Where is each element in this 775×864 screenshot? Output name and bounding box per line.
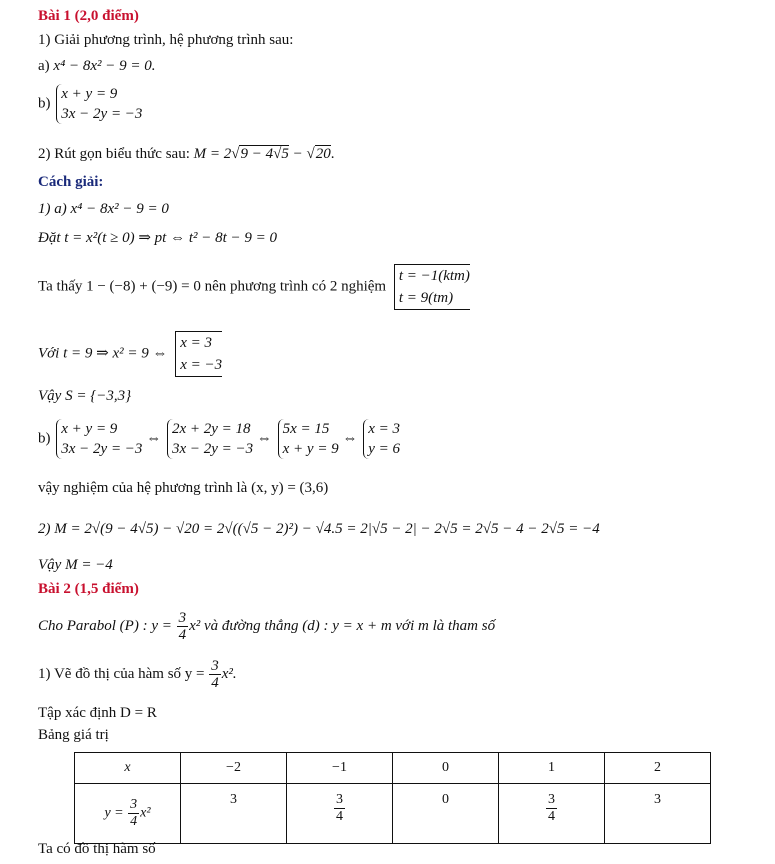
row2-head-num: 3 xyxy=(130,796,138,812)
table-cell: 2 xyxy=(605,753,711,784)
cho-num: 3 xyxy=(178,610,187,626)
b-s3-row2: x + y = 9 xyxy=(282,441,339,457)
bai2-cho xyxy=(38,610,495,643)
table-row xyxy=(75,784,711,844)
bai2-title: Bài 2 (1,5 điểm) xyxy=(38,581,139,597)
solution-2: 2) M = 2√(9 − 4√5) − √20 = 2√((√5 − 2)²) − √4.5 = 2|√5 − 2| − 2√5 = 2√5 − 4 − 2√5 = −4 xyxy=(38,521,600,537)
table-cell: −1 xyxy=(287,753,393,784)
q1b-label: b) xyxy=(38,95,51,112)
equiv-sign: ⇔ xyxy=(342,430,358,447)
tathay-row2: t = 9(tm) xyxy=(398,290,454,306)
ve-post: x². xyxy=(221,665,237,682)
equiv-sign: ⇔ xyxy=(146,430,162,447)
solution-heading: Cách giải: xyxy=(38,174,104,190)
cho-post: x² và đường thẳng (d) : y = x + m với m là tham số xyxy=(189,617,496,634)
table-cell: 1 xyxy=(499,753,605,784)
bai2-tacodo: Ta có đồ thị hàm số xyxy=(38,841,156,857)
table-cell: −2 xyxy=(181,753,287,784)
table-cell-header xyxy=(75,784,181,844)
row2-head-post: x² xyxy=(140,805,151,821)
voi-text: Với t = 9 ⇒ x² = 9 ⇔ xyxy=(38,345,168,362)
cho-den: 4 xyxy=(178,627,187,643)
table-cell xyxy=(287,784,393,844)
bai1-q1a xyxy=(38,56,156,76)
b-s2-row1: 2x + 2y = 18 xyxy=(171,421,251,437)
ve-num: 3 xyxy=(211,658,219,674)
q1b-row2: 3x − 2y = −3 xyxy=(61,106,143,122)
table-cell-header: x xyxy=(75,753,181,784)
q2-eq-mid: − √ xyxy=(288,146,315,162)
bai1-title: Bài 1 (2,0 điểm) xyxy=(38,8,139,24)
table-cell: 3 xyxy=(181,784,287,844)
bai1-q1: 1) Giải phương trình, hệ phương trình sau: xyxy=(38,32,294,48)
cho-fraction xyxy=(177,610,189,643)
b-s4-row2: y = 6 xyxy=(368,441,400,457)
bai2-txd: Tập xác định D = R xyxy=(38,705,157,721)
b-s4-row1: x = 3 xyxy=(368,421,400,437)
row2-head-pre: y = xyxy=(104,805,124,821)
bai1-q1b xyxy=(38,84,142,124)
solution-vay-s: Vậy S = {−3,3} xyxy=(38,388,132,404)
voi-bracket xyxy=(175,331,222,377)
cell-den: 4 xyxy=(548,809,555,824)
value-table xyxy=(74,752,711,844)
watermark: ​ xyxy=(410,122,429,149)
bai2-bgt: Bảng giá trị xyxy=(38,727,109,743)
q2-text: 2) Rút gọn biểu thức sau: xyxy=(38,146,190,162)
b-label: b) xyxy=(38,430,51,447)
tathay-row1: t = −1(ktm) xyxy=(398,268,470,284)
b-s1-row2: 3x − 2y = −3 xyxy=(61,441,143,457)
q1a-label: a) xyxy=(38,58,50,74)
bai1-q2 xyxy=(38,144,334,164)
cell-fraction xyxy=(546,792,557,825)
equiv-sign: ⇔ xyxy=(256,430,272,447)
solution-vay-nghiem: vậy nghiệm của hệ phương trình là (x, y) = (3,6) xyxy=(38,480,329,496)
cho-pre: Cho Parabol (P) : y = xyxy=(38,617,172,634)
table-cell: 3 xyxy=(605,784,711,844)
row2-head-fraction xyxy=(128,797,139,830)
solution-tathay xyxy=(38,264,470,310)
table-cell: 0 xyxy=(393,753,499,784)
b-system-2 xyxy=(167,419,253,459)
solution-vay-m: Vậy M = −4 xyxy=(38,557,113,573)
table-cell xyxy=(499,784,605,844)
q2-eq-pre: M = 2√ xyxy=(193,146,240,162)
tathay-bracket xyxy=(394,264,470,310)
ve-fraction xyxy=(209,658,221,691)
b-system-1 xyxy=(56,419,142,459)
q1b-row1: x + y = 9 xyxy=(61,86,118,102)
b-s2-row2: 3x − 2y = −3 xyxy=(171,441,254,457)
cell-fraction xyxy=(334,792,345,825)
cell-num: 3 xyxy=(548,792,555,807)
ve-pre: 1) Vẽ đồ thị của hàm số y = xyxy=(38,665,205,682)
cell-num: 3 xyxy=(336,792,343,807)
b-system-4 xyxy=(363,419,400,459)
b-s3-row1: 5x = 15 xyxy=(282,421,330,437)
table-row xyxy=(75,753,711,784)
q2-eq-radicand: 9 − 4√5 xyxy=(240,146,289,162)
q2-eq-end: . xyxy=(330,146,335,162)
solution-b xyxy=(38,419,400,459)
b-system-3 xyxy=(278,419,339,459)
solution-voi xyxy=(38,331,222,377)
cell-den: 4 xyxy=(336,809,343,824)
ve-den: 4 xyxy=(211,675,219,691)
bai2-ve xyxy=(38,658,237,691)
q1b-system xyxy=(56,84,142,124)
voi-row1: x = 3 xyxy=(180,335,213,351)
solution-dat: Đặt t = x²(t ≥ 0) ⇒ pt ⇔ t² − 8t − 9 = 0 xyxy=(38,230,278,246)
row2-head-den: 4 xyxy=(130,813,138,829)
solution-1a: 1) a) x⁴ − 8x² − 9 = 0 xyxy=(38,201,169,217)
q2-eq-radicand2: 20 xyxy=(315,146,331,162)
tathay-text: Ta thấy 1 − (−8) + (−9) = 0 nên phương trình có 2 nghiệm xyxy=(38,278,387,295)
voi-row2: x = −3 xyxy=(180,357,223,373)
b-s1-row1: x + y = 9 xyxy=(61,421,118,437)
q1a-equation: x⁴ − 8x² − 9 = 0. xyxy=(53,58,156,74)
table-cell: 0 xyxy=(393,784,499,844)
